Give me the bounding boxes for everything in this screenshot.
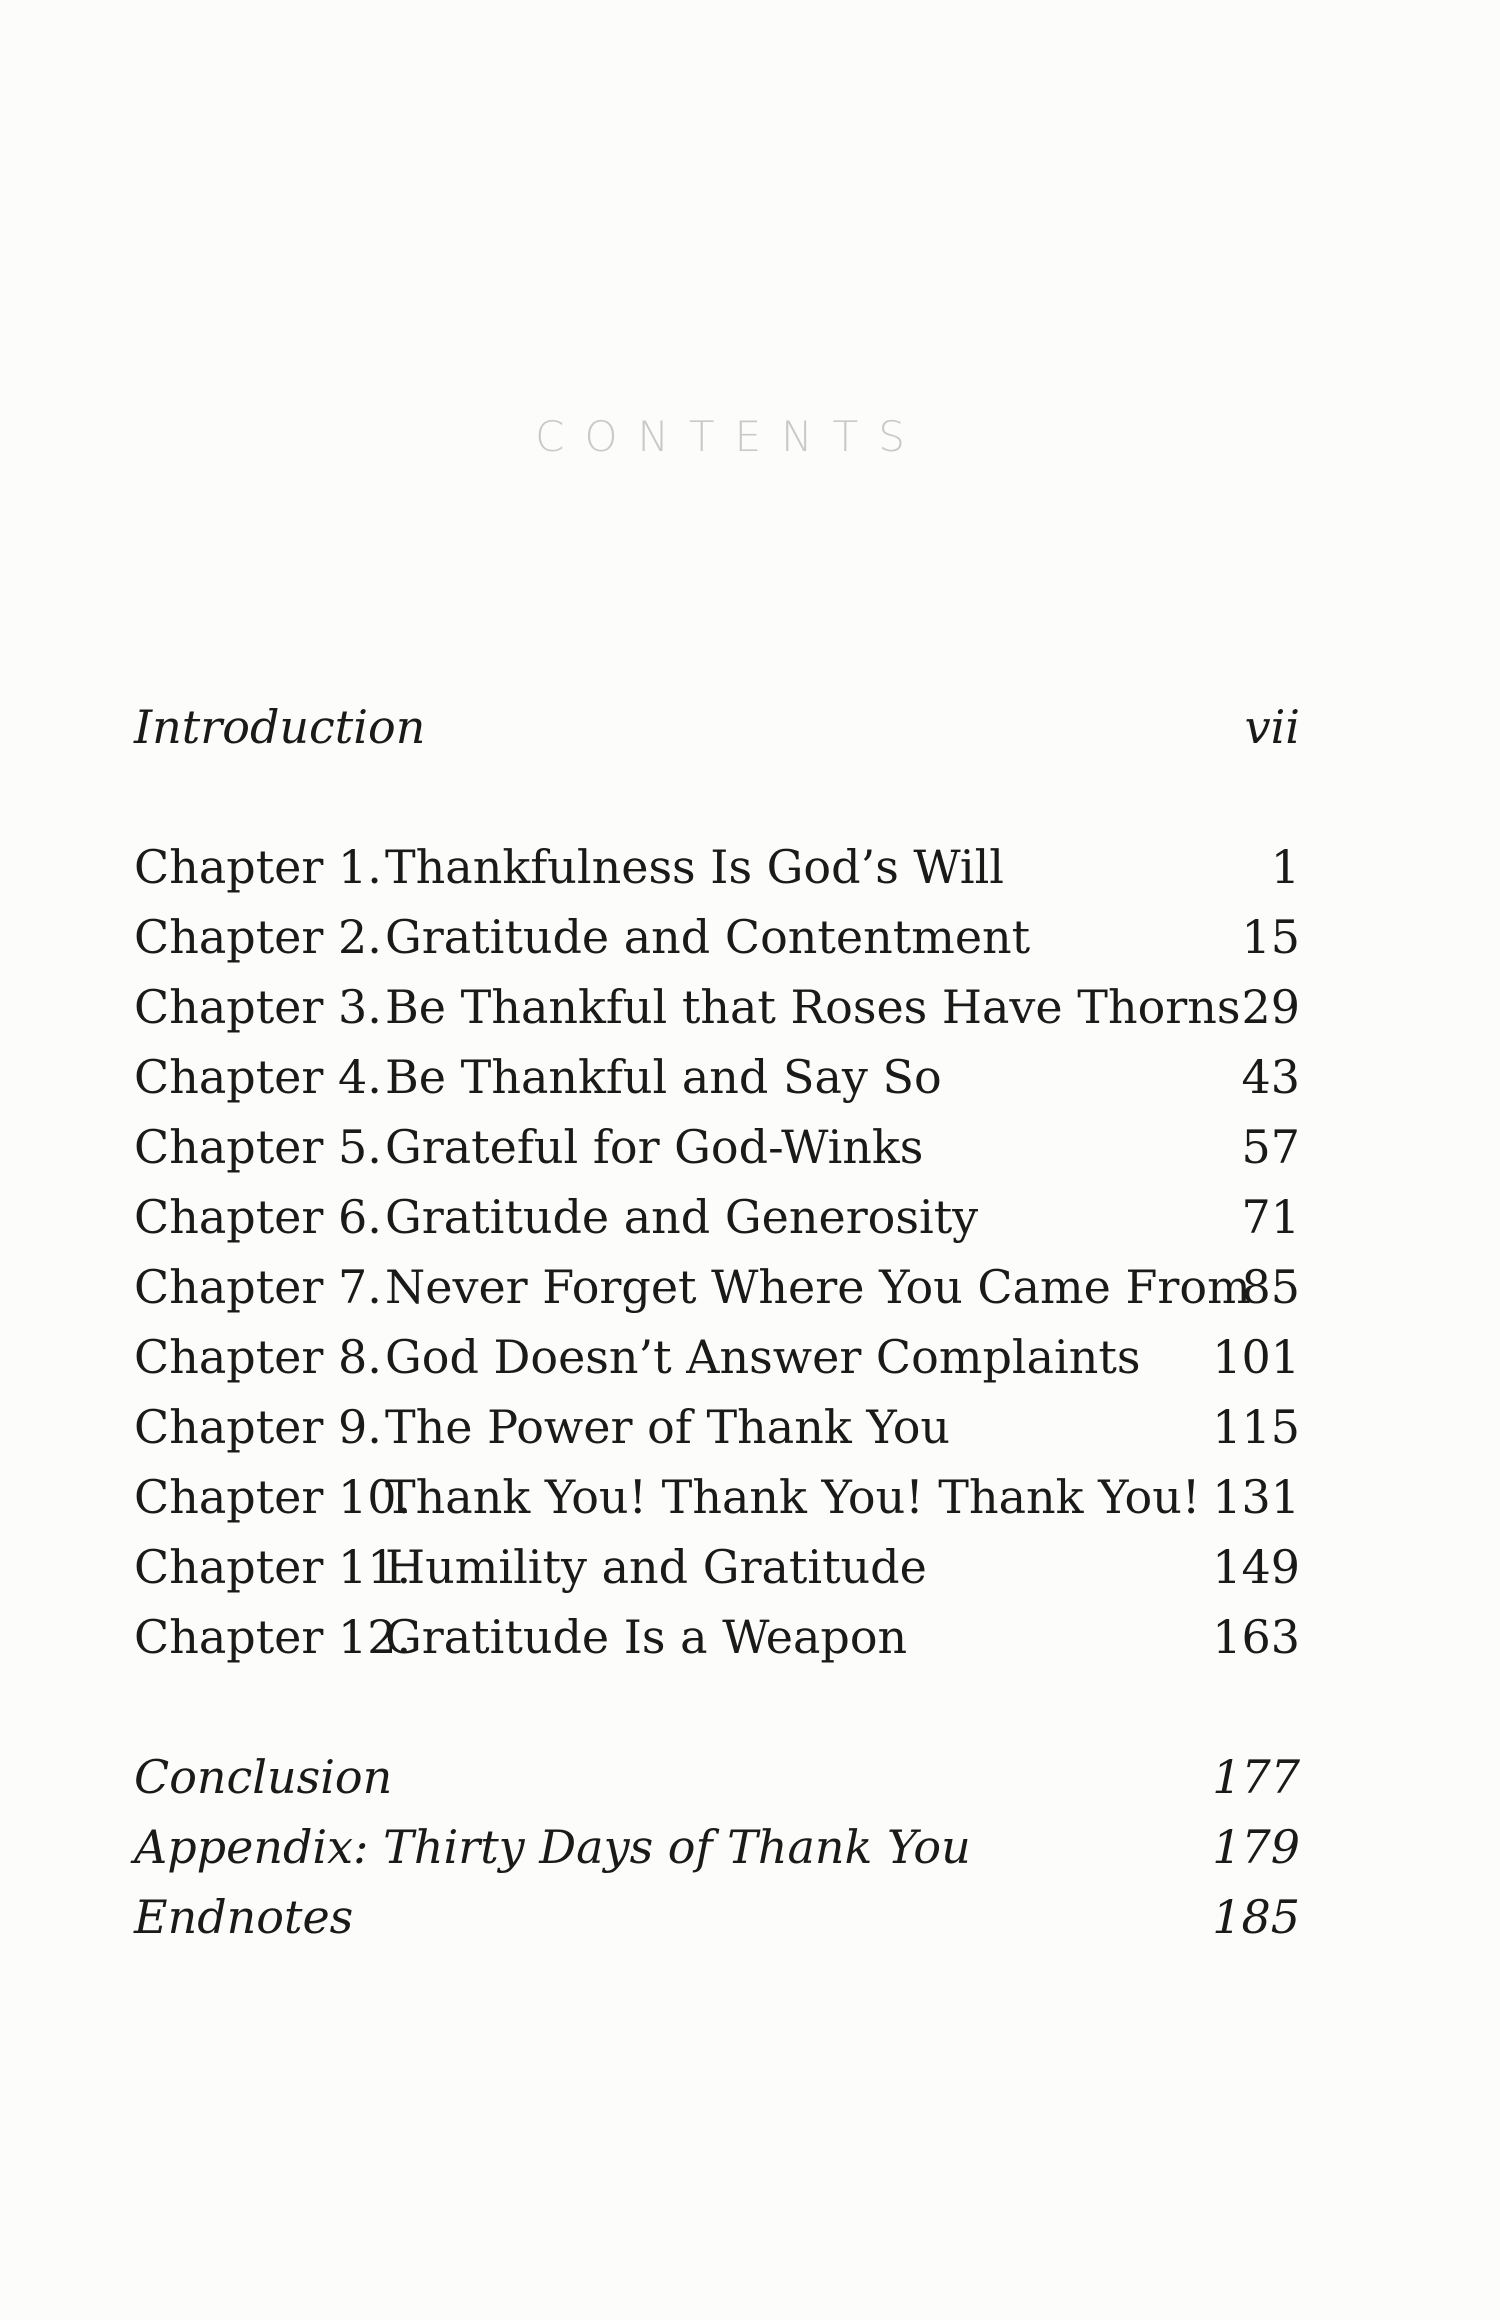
chapter-page: 149 [1212, 1540, 1300, 1594]
chapter-number: Chapter 3. [134, 980, 382, 1034]
toc-entry-chapter-2[interactable] [0, 905, 1500, 969]
toc-entry-appendix[interactable] [0, 1815, 1500, 1879]
chapter-number: Chapter 2. [134, 910, 382, 964]
toc-entry-introduction[interactable] [0, 695, 1500, 759]
chapter-title: Gratitude and Contentment [385, 910, 1031, 964]
chapter-number: Chapter 12. [134, 1610, 412, 1664]
chapter-page: 43 [1241, 1050, 1300, 1104]
chapter-number: Chapter 4. [134, 1050, 382, 1104]
toc-entry-label: Introduction [134, 700, 426, 754]
chapter-title: Never Forget Where You Came From [385, 1260, 1251, 1314]
chapter-number: Chapter 11. [134, 1540, 412, 1594]
chapter-title: Thank You! Thank You! Thank You! [385, 1470, 1201, 1524]
toc-entry-page: vii [1244, 700, 1300, 754]
toc-entry-chapter-4[interactable] [0, 1045, 1500, 1109]
toc-entry-page: 185 [1212, 1890, 1300, 1944]
toc-entry-label: Endnotes [134, 1890, 354, 1944]
toc-entry-chapter-10[interactable] [0, 1465, 1500, 1529]
toc-entry-chapter-11[interactable] [0, 1535, 1500, 1599]
chapter-number: Chapter 7. [134, 1260, 382, 1314]
chapter-title: Gratitude and Generosity [385, 1190, 979, 1244]
toc-entry-page: 179 [1212, 1820, 1300, 1874]
chapter-page: 101 [1212, 1330, 1300, 1384]
chapter-title: Gratitude Is a Weapon [385, 1610, 908, 1664]
toc-entry-label: Conclusion [134, 1750, 393, 1804]
toc-entry-chapter-9[interactable] [0, 1395, 1500, 1459]
page-title: CONTENTS [535, 412, 925, 461]
chapter-page: 57 [1241, 1120, 1300, 1174]
toc-entry-endnotes[interactable] [0, 1885, 1500, 1949]
toc-entry-chapter-7[interactable] [0, 1255, 1500, 1319]
chapter-page: 15 [1241, 910, 1300, 964]
chapter-number: Chapter 6. [134, 1190, 382, 1244]
chapter-page: 29 [1241, 980, 1300, 1034]
toc-entry-page: 177 [1212, 1750, 1300, 1804]
toc-entry-chapter-3[interactable] [0, 975, 1500, 1039]
chapter-number: Chapter 9. [134, 1400, 382, 1454]
chapter-page: 131 [1212, 1470, 1300, 1524]
chapter-title: Be Thankful that Roses Have Thorns [385, 980, 1241, 1034]
toc-entry-label: Appendix: Thirty Days of Thank You [134, 1820, 971, 1874]
chapter-title: Grateful for God-Winks [385, 1120, 924, 1174]
chapter-title: The Power of Thank You [385, 1400, 951, 1454]
chapter-page: 115 [1212, 1400, 1300, 1454]
toc-entry-chapter-1[interactable] [0, 835, 1500, 899]
chapter-number: Chapter 1. [134, 840, 382, 894]
toc-entry-conclusion[interactable] [0, 1745, 1500, 1809]
toc-entry-chapter-6[interactable] [0, 1185, 1500, 1249]
chapter-title: Humility and Gratitude [385, 1540, 927, 1594]
chapter-page: 71 [1241, 1190, 1300, 1244]
chapter-number: Chapter 10. [134, 1470, 412, 1524]
chapter-number: Chapter 8. [134, 1330, 382, 1384]
chapter-title: God Doesn’t Answer Complaints [385, 1330, 1141, 1384]
chapter-title: Be Thankful and Say So [385, 1050, 942, 1104]
chapter-page: 85 [1241, 1260, 1300, 1314]
chapter-page: 1 [1270, 840, 1300, 894]
chapter-number: Chapter 5. [134, 1120, 382, 1174]
toc-entry-chapter-12[interactable] [0, 1605, 1500, 1669]
chapter-page: 163 [1212, 1610, 1300, 1664]
toc-entry-chapter-5[interactable] [0, 1115, 1500, 1179]
chapter-title: Thankfulness Is God’s Will [385, 840, 1005, 894]
toc-entry-chapter-8[interactable] [0, 1325, 1500, 1389]
